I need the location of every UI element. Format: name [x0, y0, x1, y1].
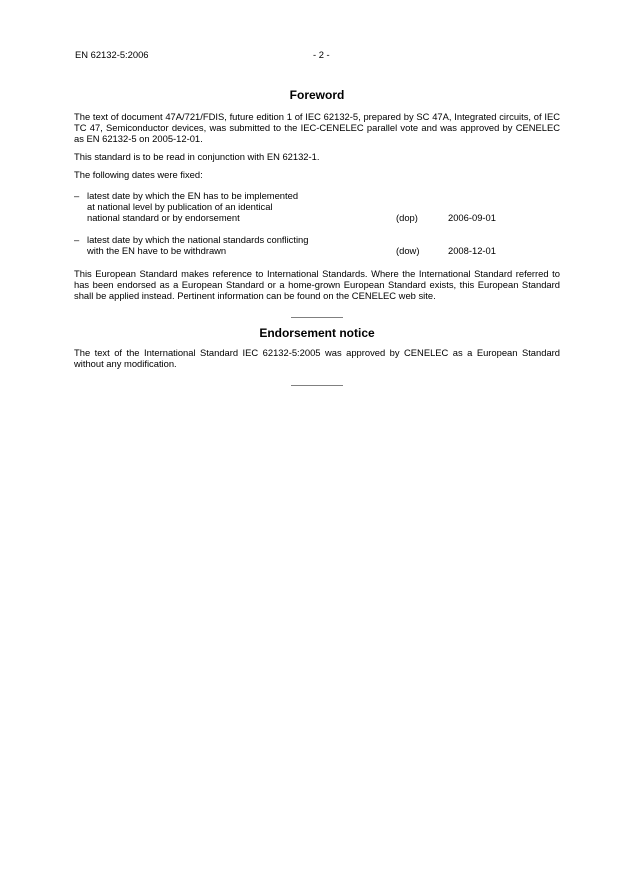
section-divider — [291, 385, 343, 386]
page-content — [74, 88, 560, 386]
document-id: EN 62132-5:2006 — [75, 49, 149, 60]
endorsement-paragraph: The text of the International Standard IEC 62132-5:2005 was approved by CENELEC as a European Standard without any modification. — [74, 347, 560, 369]
date-description-line: with the EN have to be withdrawn — [87, 245, 227, 256]
foreword-paragraph-1: The text of document 47A/721/FDIS, future edition 1 of IEC 62132-5, prepared by SC 47A, Integrated circuits, of IEC TC 47, Semiconductor devices, was submitted to the IEC-CENELEC parallel vote and was approved by CENELEC as EN 62132-5 on 2005-12-01. — [74, 111, 560, 144]
list-bullet: – — [74, 234, 80, 245]
page-header — [75, 49, 560, 61]
date-description-line: national standard or by endorsement — [87, 212, 240, 223]
foreword-paragraph-2: This standard is to be read in conjunction with EN 62132-1. — [74, 151, 320, 162]
date-abbreviation: (dow) — [396, 245, 420, 256]
date-description — [87, 190, 387, 223]
foreword-title: Foreword — [289, 88, 345, 102]
date-list-item-dow — [74, 234, 560, 256]
date-value: 2008-12-01 — [448, 245, 496, 256]
date-description — [87, 234, 387, 256]
page-number: - 2 - — [313, 49, 330, 60]
list-bullet: – — [74, 190, 80, 201]
foreword-paragraph-4: This European Standard makes reference to International Standards. Where the International Standard referred to has been endorsed as a European Standard or a home-grown European Standard exists, this European Standard shall be applied instead. Pertinent information can be found on the CENELEC web site. — [74, 268, 560, 301]
date-list-item-dop — [74, 190, 560, 223]
section-divider — [291, 317, 343, 318]
date-value: 2006-09-01 — [448, 212, 496, 223]
endorsement-title: Endorsement notice — [259, 326, 375, 340]
foreword-paragraph-3: The following dates were fixed: — [74, 169, 203, 180]
date-description-line: at national level by publication of an identical — [87, 201, 273, 212]
date-abbreviation: (dop) — [396, 212, 418, 223]
date-description-line: latest date by which the EN has to be implemented — [87, 190, 299, 201]
date-description-line: latest date by which the national standards conflicting — [87, 234, 309, 245]
